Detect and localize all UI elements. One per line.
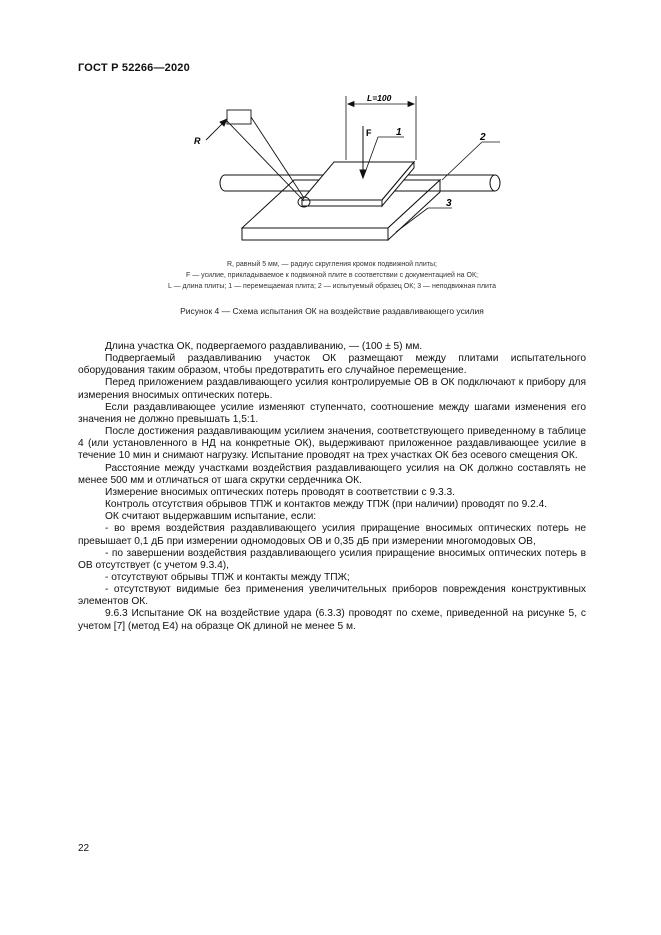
list-item: - по завершении воздействия раздавливающего усилия приращение вносимых оптических потерь в ОВ отсутствует (с учетом 9.3.4), [78, 547, 586, 571]
page-number: 22 [78, 843, 90, 854]
item-1-label: 1 [396, 127, 402, 138]
paragraph: Подвергаемый раздавливанию участок ОК размещают между плитами испытательного оборудования таким образом, чтобы предотвратить его случайное перемещение. [78, 353, 586, 377]
figure-legend [78, 259, 586, 292]
paragraph: 9.6.3 Испытание ОК на воздействие удара (6.3.3) проводят по схеме, приведенной на рисунке 5, с учетом [7] (метод Е4) на образце ОК длиной не менее 5 м. [78, 608, 586, 632]
body-text [78, 341, 586, 633]
test-scheme-figure [170, 88, 530, 258]
force-label: F [366, 128, 372, 138]
item-2-label: 2 [480, 132, 486, 143]
paragraph: Перед приложением раздавливающего усилия контролируемые ОВ в ОК подключают к прибору для измерения вносимых оптических потерь. [78, 377, 586, 401]
legend-line: R, равный 5 мм, — радиус скругления кромок подвижной плиты; [227, 261, 437, 268]
figure-caption: Рисунок 4 — Схема испытания ОК на воздействие раздавливающего усилия [180, 306, 484, 316]
paragraph: Контроль отсутствия обрывов ТПЖ и контактов между ТПЖ (при наличии) проводят по 9.2.4. [105, 499, 548, 511]
paragraph: ОК считают выдержавшим испытание, если: [105, 511, 317, 523]
legend-line: L — длина плиты; 1 — перемещаемая плита; 2 — испытуемый образец ОК; 3 — неподвижная плита [168, 283, 496, 290]
length-label: L=100 [367, 93, 392, 103]
document-header: ГОСТ Р 52266—2020 [78, 62, 190, 74]
list-item: - отсутствуют обрывы ТПЖ и контакты между ТПЖ; [105, 571, 350, 583]
list-item: - отсутствуют видимые без применения увеличительных приборов повреждения конструктивных элементов ОК. [78, 584, 586, 608]
paragraph: Измерение вносимых оптических потерь проводят в соответствии с 9.3.3. [105, 486, 455, 498]
paragraph: Если раздавливающее усилие изменяют ступенчато, соотношение между шагами изменения его значения не должно превышать 1,5:1. [78, 401, 586, 425]
test-scheme-diagram [170, 88, 530, 258]
paragraph: Длина участка ОК, подвергаемого раздавливанию, — (100 ± 5) мм. [105, 341, 423, 352]
item-3-label: 3 [446, 198, 452, 209]
radius-label: R [194, 136, 201, 146]
paragraph: Расстояние между участками воздействия раздавливающего усилия на ОК должно составлять не менее 500 мм и отличаться от шага скрутки сердечника ОК. [78, 462, 586, 486]
legend-line: F — усилие, прикладываемое к подвижной плите в соответствии с документацией на ОК; [186, 272, 478, 279]
paragraph: После достижения раздавливающим усилием значения, соответствующего приведенному в таблице 4 (или установленного в НД на конкретные ОК), выдерживают приложенное раздавливающее усилие в течение 10 мин и снимают нагрузку. Испытание проводят на трех участках ОК без осевого смещения ОК. [78, 426, 586, 462]
length-dimension [346, 96, 416, 160]
list-item: - во время воздействия раздавливающего усилия приращение вносимых оптических потерь не превышает 0,1 дБ при измерении одномодовых ОВ и 0,35 дБ при измерении многомодовых ОВ, [78, 523, 586, 547]
